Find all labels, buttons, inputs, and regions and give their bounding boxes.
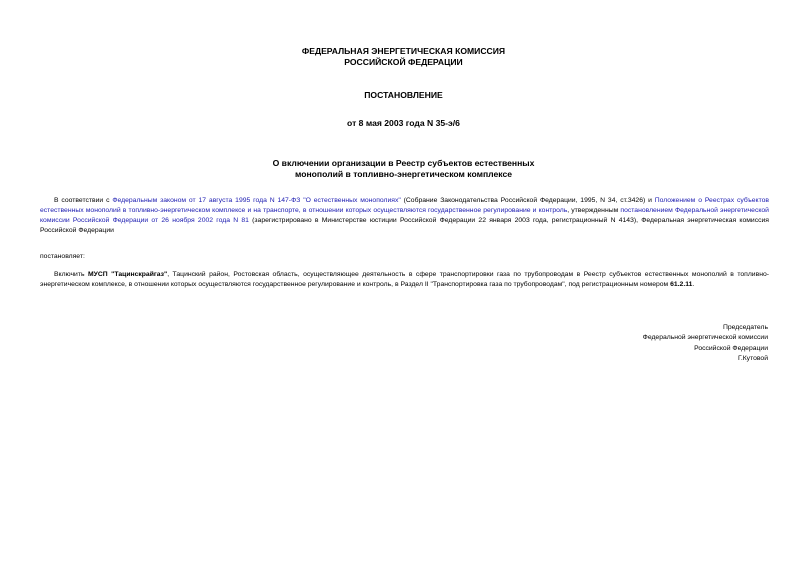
signatory-org: Федеральной энергетической комиссии [642, 334, 768, 342]
preamble-text-1: В соответствии с [54, 197, 113, 204]
signature-block [528, 323, 768, 365]
federal-law-link[interactable]: Федеральным законом от 17 августа 1995 года N 147-ФЗ "О естественных монополиях" [112, 197, 401, 204]
document-type: ПОСТАНОВЛЕНИЕ [364, 90, 443, 100]
decrees-word: постановляет: [40, 253, 85, 260]
issuer-line-1: ФЕДЕРАЛЬНАЯ ЭНЕРГЕТИЧЕСКАЯ КОМИССИЯ [301, 46, 506, 56]
subject-line-1: О включении организации в Реестр субъектов естественных [272, 158, 535, 168]
decision-text-1: Включить [54, 271, 88, 278]
preamble-text-4: (зарегистрировано в Министерстве юстиции Российской Федерации 22 января 2003 года, регистрационный N 4143), Федеральная энергетическая комиссия Российской Федерации [40, 217, 769, 234]
subject-line-2: монополий в топливно-энергетическом комплексе [294, 169, 513, 179]
issuer-line-2: РОССИЙСКОЙ ФЕДЕРАЦИИ [344, 57, 463, 67]
decision-paragraph [40, 270, 769, 290]
document-date-number: от 8 мая 2003 года N 35-э/6 [347, 118, 460, 128]
preamble-text-3: , утвержденным [567, 207, 621, 214]
organization-name: МУСП "Тацинскрайгаз" [87, 271, 168, 278]
issuer-title [0, 46, 807, 68]
registration-number: 61.2.11 [670, 281, 693, 288]
preamble-paragraph [40, 196, 769, 236]
signatory-title: Председатель [723, 324, 768, 331]
decision-text-3: . [692, 281, 695, 288]
signatory-country: Российской Федерации [694, 344, 768, 352]
signatory-name: Г.Кутовой [737, 355, 768, 363]
document-subject [0, 158, 807, 180]
registry-regulation-link[interactable]: Положением о Реестрах субъектов естественных монополий в топливно-энергетическом комплексе и на транспорте, в отношении которых осуществляются государственное регулирование и контроль [40, 197, 769, 214]
decision-text-2: , Тацинский район, Ростовская область, осуществляющее деятельность в сфере транспортировки газа по трубопроводам в Реестр субъектов естественных монополий в топливно-энергетическом комплексе, в отношении которых осуществляются государственное регулирование и контроль, в Раздел II "Транспортировка газа по трубопроводам", под регистрационным номером [40, 271, 769, 288]
preamble-text-2: (Собрание Законодательства Российской Федерации, 1995, N 34, ст.3426) и [400, 197, 655, 204]
fek-decree-link[interactable]: постановлением Федеральной энергетической комиссии Российской Федерации от 26 ноября 2002 года N 81 [40, 207, 769, 224]
